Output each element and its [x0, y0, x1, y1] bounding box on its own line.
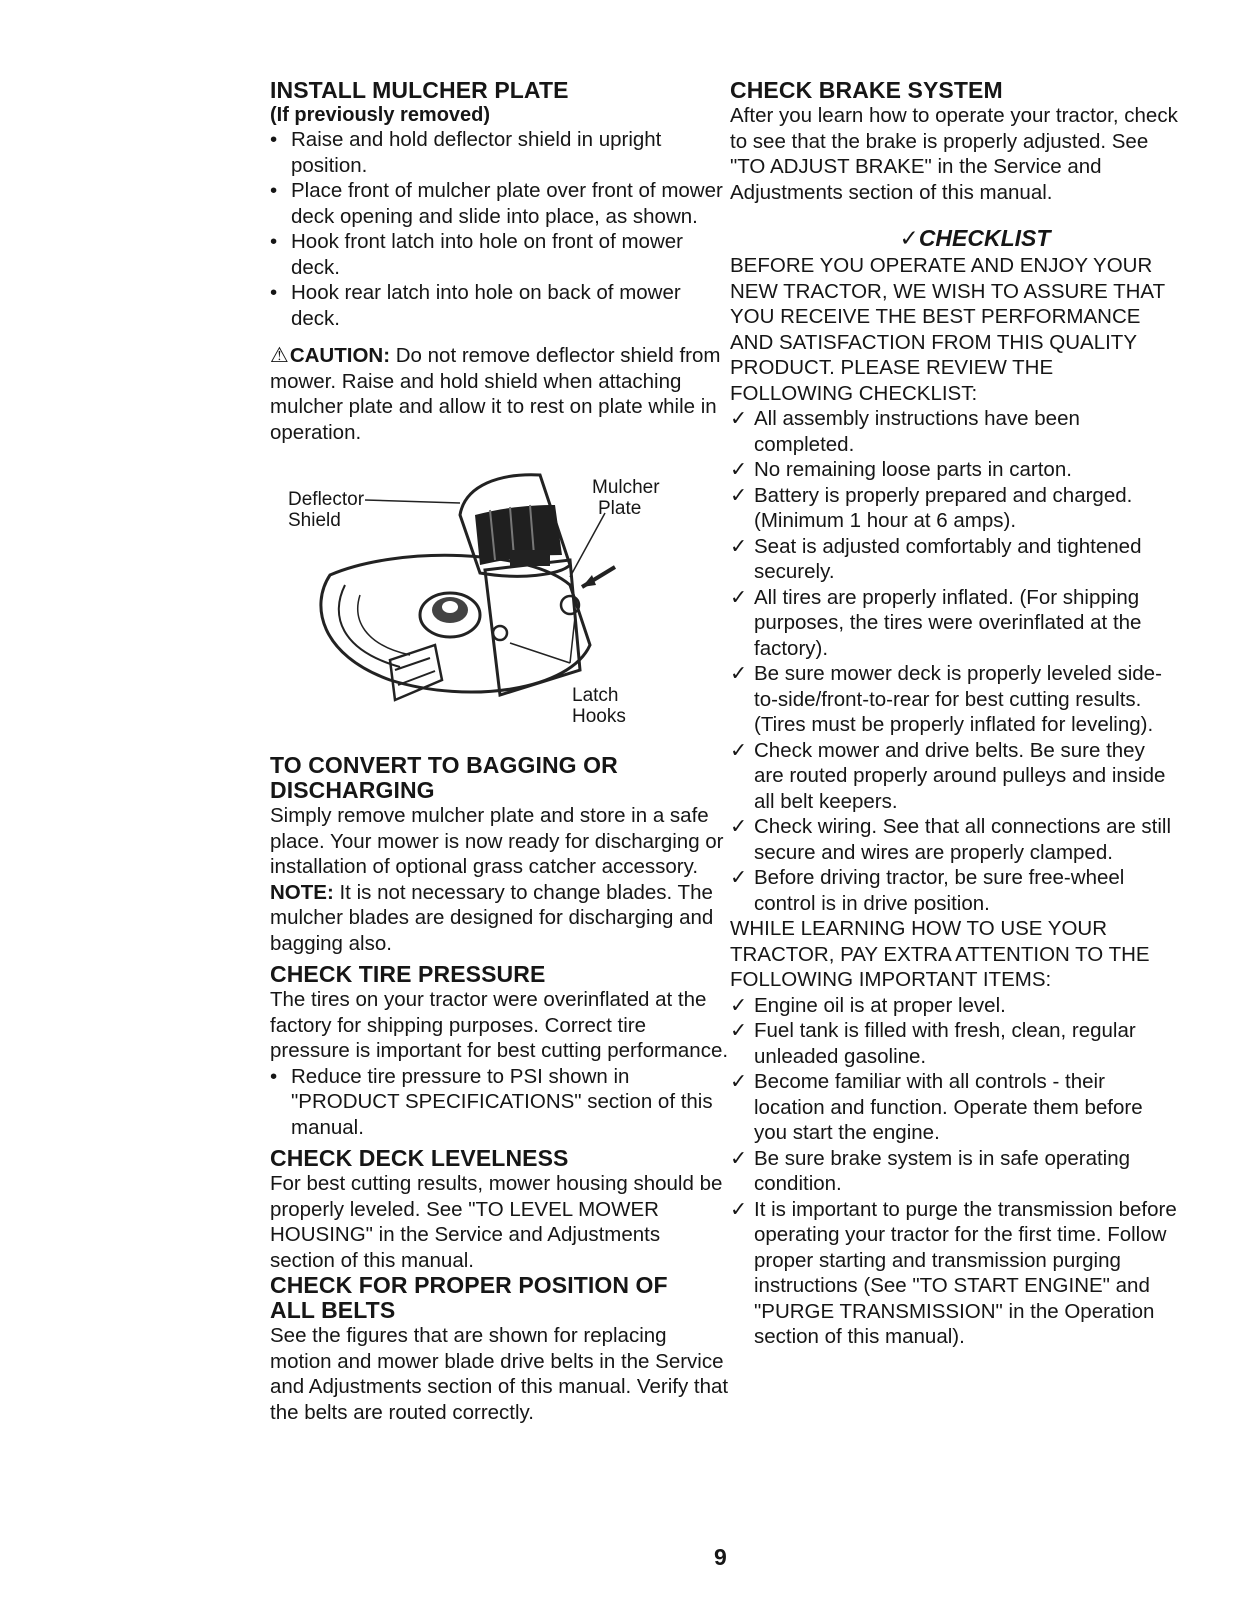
right-column — [730, 78, 1180, 1350]
list-item: ✓ It is important to purge the transmission before operating your tractor for the first time. Follow proper starting and transmission purging instructions (See "TO START ENGINE" and "PURGE TRANSMISSION" in the Operation section of this manual). — [730, 1197, 1180, 1350]
caution-paragraph — [270, 343, 730, 445]
learning-intro: WHILE LEARNING HOW TO USE YOUR TRACTOR, PAY EXTRA ATTENTION TO THE FOLLOWING IMPORTANT ITEMS: — [730, 917, 1150, 991]
left-column — [270, 78, 730, 1425]
tire-pressure-steps — [270, 1064, 730, 1141]
list-item: ✓ Become familiar with all controls - their location and function. Operate them before you start the engine. — [730, 1069, 1180, 1146]
figure-label-deflector: Deflector Shield — [288, 489, 365, 531]
list-item: ✓ Be sure brake system is in safe operating condition. — [730, 1146, 1180, 1197]
tire-pressure-section — [270, 962, 730, 1140]
page-number: 9 — [714, 1544, 727, 1570]
caution-text: Do not remove deflector shield from mower. Raise and hold shield when attaching mulcher plate and allow it to rest on plate while in operation. — [270, 344, 721, 444]
convert-section — [270, 753, 730, 956]
convert-text: Simply remove mulcher plate and store in a safe place. Your mower is now ready for discharging or installation of optional grass catcher accessory. — [270, 804, 724, 878]
belts-title-line-1: CHECK FOR PROPER POSITION OF — [270, 1272, 668, 1298]
figure-label-latch-hooks: Latch Hooks — [572, 685, 626, 727]
install-mulcher-subtitle: (If previously removed) — [270, 104, 491, 126]
list-item: ✓ No remaining loose parts in carton. — [730, 457, 1180, 483]
note-text: It is not necessary to change blades. The mulcher blades are designed for discharging and bagging also. — [270, 880, 714, 955]
list-item: • Reduce tire pressure to PSI shown in "PRODUCT SPECIFICATIONS" section of this manual. — [270, 1064, 730, 1141]
list-item: ✓ Battery is properly prepared and charged. (Minimum 1 hour at 6 amps). — [730, 483, 1180, 534]
figure-label-mulcher-plate: Mulcher Plate — [592, 477, 660, 519]
list-item: ✓ Be sure mower deck is properly leveled side-to-side/front-to-rear for best cutting results. (Tires must be properly inflated for leveling). — [730, 661, 1180, 738]
list-item: • Hook rear latch into hole on back of mower deck. — [270, 280, 730, 331]
list-item: • Raise and hold deflector shield in upright position. — [270, 127, 730, 178]
list-item: ✓ Engine oil is at proper level. — [730, 993, 1180, 1019]
install-mulcher-section — [270, 78, 730, 445]
install-mulcher-title: INSTALL MULCHER PLATE — [270, 77, 569, 103]
brake-text: After you learn how to operate your tractor, check to see that the brake is properly adjusted. See "TO ADJUST BRAKE" in the Service and Adjustments section of this manual. — [730, 104, 1178, 204]
list-item: ✓ All tires are properly inflated. (For shipping purposes, the tires were overinflated at the factory). — [730, 585, 1180, 662]
list-item: ✓ Check mower and drive belts. Be sure they are routed properly around pulleys and inside all belt keepers. — [730, 738, 1180, 815]
convert-title-line-2: DISCHARGING — [270, 777, 435, 803]
deck-levelness-title: CHECK DECK LEVELNESS — [270, 1145, 569, 1171]
checklist-items — [730, 406, 1180, 916]
list-item: ✓ Seat is adjusted comfortably and tightened securely. — [730, 534, 1180, 585]
brake-section — [730, 78, 1180, 205]
list-item: ✓ Fuel tank is filled with fresh, clean, regular unleaded gasoline. — [730, 1018, 1180, 1069]
checklist-section — [730, 225, 1180, 1350]
caution-icon: ⚠ — [270, 344, 289, 367]
belts-text: See the figures that are shown for replacing motion and mower blade drive belts in the Service and Adjustments section of this manual. Verify that the belts are routed correctly. — [270, 1324, 729, 1424]
install-mulcher-steps — [270, 127, 730, 331]
tire-pressure-title: CHECK TIRE PRESSURE — [270, 961, 546, 987]
list-item: ✓ Before driving tractor, be sure free-wheel control is in drive position. — [730, 865, 1180, 916]
tire-pressure-text: The tires on your tractor were overinflated at the factory for shipping purposes. Correct tire pressure is important for best cutting performance. — [270, 988, 729, 1062]
belts-section — [270, 1273, 730, 1425]
list-item: ✓ Check wiring. See that all connections are still secure and wires are properly clamped. — [730, 814, 1180, 865]
caution-label: CAUTION: — [289, 344, 391, 367]
convert-title-line-1: TO CONVERT TO BAGGING OR — [270, 752, 618, 778]
note-paragraph — [270, 880, 730, 957]
checklist-title: ✓CHECKLIST — [899, 225, 1051, 251]
deck-levelness-section — [270, 1146, 730, 1273]
brake-title: CHECK BRAKE SYSTEM — [730, 77, 1003, 103]
note-label: NOTE: — [270, 880, 334, 904]
learning-items — [730, 993, 1180, 1350]
belts-title-line-2: ALL BELTS — [270, 1297, 396, 1323]
deck-levelness-text: For best cutting results, mower housing should be properly leveled. See "TO LEVEL MOWER HOUSING" in the Service and Adjustments section of this manual. — [270, 1172, 723, 1272]
checklist-intro: BEFORE YOU OPERATE AND ENJOY YOUR NEW TRACTOR, WE WISH TO ASSURE THAT YOU RECEIVE THE BEST PERFORMANCE AND SATISFACTION FROM THIS QUALITY PRODUCT. PLEASE REVIEW THE FOLLOWING CHECKLIST: — [730, 254, 1165, 405]
list-item: ✓ All assembly instructions have been completed. — [730, 406, 1180, 457]
mulcher-plate-figure — [270, 455, 710, 745]
list-item: • Place front of mulcher plate over front of mower deck opening and slide into place, as shown. — [270, 178, 730, 229]
list-item: • Hook front latch into hole on front of mower deck. — [270, 229, 730, 280]
